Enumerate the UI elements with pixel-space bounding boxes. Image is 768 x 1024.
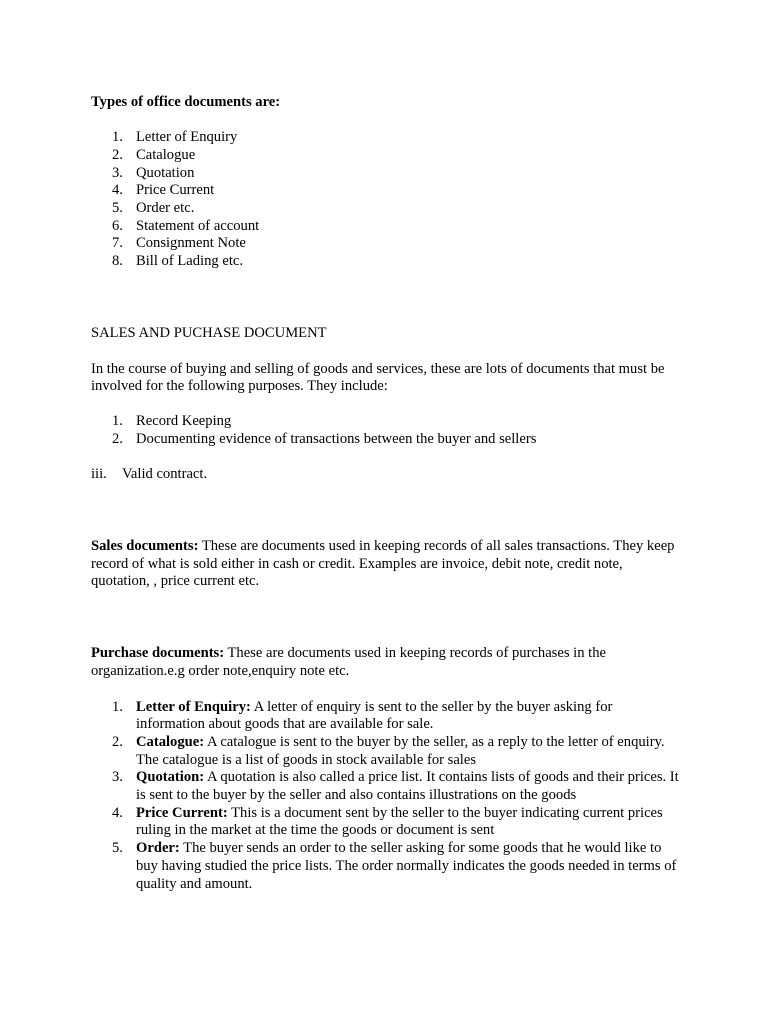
types-list (91, 129, 681, 271)
list-item (91, 182, 681, 200)
roman-text: Valid contract. (122, 466, 208, 483)
list-item (91, 129, 681, 147)
list-term: Price Current: (136, 804, 228, 821)
list-text: Bill of Lading etc. (136, 253, 243, 270)
document-page (91, 94, 681, 893)
sales-documents-paragraph (91, 538, 681, 591)
list-item (91, 165, 681, 183)
list-item (91, 218, 681, 236)
list-number: 2. (112, 733, 123, 750)
sales-purchase-intro: In the course of buying and selling of goods and services, these are lots of documents that must be involved for the following purposes. They include: (91, 360, 665, 395)
list-term: Order: (136, 840, 180, 857)
roman-number: iii. (91, 466, 107, 483)
list-text: Statement of account (136, 217, 260, 234)
list-text: This is a document sent by the seller to the buyer indicating current prices ruling in the market at the time the goods or document is sent (136, 804, 663, 839)
sales-documents-text: These are documents used in keeping records of all sales transactions. They keep record of what is sold either in cash or credit. Examples are invoice, debit note, credit note, quotation, , price current etc. (91, 538, 675, 590)
list-number: 4. (112, 804, 123, 821)
list-item (91, 147, 681, 165)
list-text: Price Current (136, 182, 215, 199)
sales-documents-label: Sales documents: (91, 538, 199, 555)
list-item (91, 699, 681, 734)
list-number: 7. (112, 235, 123, 252)
purchase-details-list (91, 699, 681, 894)
purchase-documents-label: Purchase documents: (91, 645, 225, 662)
list-number: 2. (112, 146, 123, 163)
list-text: Quotation (136, 164, 195, 181)
list-number: 1. (112, 413, 123, 430)
purposes-list (91, 413, 681, 448)
list-number: 5. (112, 840, 123, 857)
list-number: 4. (112, 182, 123, 199)
list-number: 2. (112, 431, 123, 448)
list-number: 1. (112, 698, 123, 715)
list-text: The buyer sends an order to the seller asking for some goods that he would like to buy having studied the price lists. The order normally indicates the goods needed in terms of quality and amount. (136, 840, 677, 892)
list-item (91, 200, 681, 218)
list-item (91, 769, 681, 804)
types-heading: Types of office documents are: (91, 94, 281, 110)
list-number: 3. (112, 769, 123, 786)
purchase-documents-text: These are documents used in keeping records of purchases in the organization.e.g order note,enquiry note etc. (91, 645, 606, 679)
list-item (91, 734, 681, 769)
list-text: A letter of enquiry is sent to the seller by the buyer asking for information about goods that are available for sale. (136, 698, 613, 733)
list-text: A catalogue is sent to the buyer by the seller, as a reply to the letter of enquiry. The catalogue is a list of goods in stock available for sales (136, 733, 665, 768)
list-text: Documenting evidence of transactions between the buyer and sellers (136, 431, 537, 448)
list-number: 3. (112, 164, 123, 181)
list-item (91, 431, 681, 449)
roman-list-item (91, 466, 681, 484)
list-item (91, 840, 681, 893)
list-number: 8. (112, 253, 123, 270)
list-text: Catalogue (136, 146, 196, 163)
list-number: 6. (112, 217, 123, 234)
list-item (91, 805, 681, 840)
list-text: Consignment Note (136, 235, 246, 252)
list-item (91, 235, 681, 253)
list-text: A quotation is also called a price list. It contains lists of goods and their prices. It is sent to the buyer by the seller and also contains illustrations on the goods (136, 769, 679, 804)
list-text: Order etc. (136, 200, 195, 217)
list-item (91, 253, 681, 271)
list-text: Record Keeping (136, 413, 232, 430)
purchase-documents-paragraph (91, 645, 681, 680)
list-number: 1. (112, 129, 123, 146)
list-term: Quotation: (136, 769, 205, 786)
list-text: Letter of Enquiry (136, 129, 238, 146)
list-term: Letter of Enquiry: (136, 698, 251, 715)
list-term: Catalogue: (136, 733, 205, 750)
list-item (91, 413, 681, 431)
sales-purchase-heading: SALES AND PUCHASE DOCUMENT (91, 324, 327, 341)
list-number: 5. (112, 200, 123, 217)
